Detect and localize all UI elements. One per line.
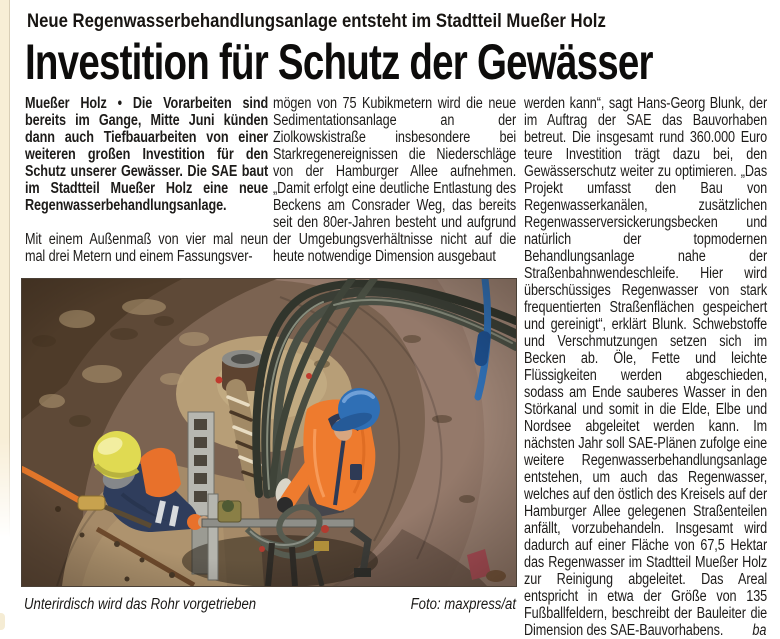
lead-paragraph: Mueßer Holz • Die Vorarbeiten sind bereits im Gange, Mitte Juni künden dann auch Tiefbauarbeiten von einer weiteren großen Investition für den Schutz unserer Gewässer. Die SAE baut im Stadtteil Mueßer Holz eine neue Regenwasserbehandlungsanlage.	[25, 95, 269, 214]
body-paragraph: Mit einem Außenmaß von vier mal neun mal drei Metern und einem Fassungsver-	[25, 231, 269, 265]
body-paragraph: mögen von 75 Kubikmetern wird die neue Sedimentationsanlage an der Ziolkowskistraße insbesondere bei Starkregenereignissen die Niederschläge von der Hamburger Allee aufnehmen. „Damit erfolgt eine deutliche Entlastung des Beckens am Consrader Weg, das bereits seit den 80er-Jahren besteht und aufgrund der Umgebungsverhältnisse nicht auf die heute notwendige Dimension ausgebaut	[273, 95, 517, 265]
article-column-1	[25, 95, 268, 265]
article-column-2	[273, 95, 516, 265]
body-paragraph	[524, 95, 767, 639]
shaft-photo-illustration	[22, 279, 516, 586]
article-column-3	[524, 95, 767, 639]
scan-paper-speck	[0, 613, 5, 630]
headline: Investition für Schutz der Gewässer	[25, 34, 653, 90]
photo-credit: Foto: maxpress/at	[410, 596, 516, 613]
body-text: werden kann“, sagt Hans-Georg Blunk, der im Auftrag der SAE das Bauvorhaben betreut. Die insgesamt rund 360.000 Euro teure Investition trägt dazu bei, den Gewässerschutz weiter zu optimieren. „Das Projekt umfasst den Bau von Regenwasserkanälen, zusätzlichen Regenwasserversickerungsbecken und natürlich der topmodernen Behandlungsanlage nahe der Straßenbahnwendeschleife. Hier wird überschüssiges Regenwasser von stark frequentierten Straßenflächen gespeichert und gereinigt“, erklärt Blunk. Schwebstoffe und Verschmutzungen setzen sich im Becken ab. Öle, Fette und leichte Flüssigkeiten werden abgeschieden, sodass am Ende sauberes Wasser in den Störkanal und somit in die Elde, Elbe und Nordsee abgeleitet werden kann. Im nächsten Jahr soll SAE-Plänen zufolge eine weitere Regenwasserbehandlungsanlage entstehen, um auch das Regenwasser, welches auf den östlich des Kreisels auf der Hamburger Allee gelegenen Straßenteilen anfällt, vorzubehandeln. Insgesamt wird dadurch auf einer Fläche von 67,5 Hektar das Regenwasser im Stadtteil Mueßer Holz zur Reinigung abgeleitet. Das Areal entspricht in etwa der Größe von 135 Fußballfeldern, beschreibt der Bauleiter die Dimension des SAE-Bauvorhabens.	[524, 95, 768, 639]
photo-caption: Unterirdisch wird das Rohr vorgetrieben	[24, 596, 257, 613]
scan-paper-edge	[0, 0, 11, 560]
photo-caption-row	[24, 596, 516, 614]
kicker: Neue Regenwasserbehandlungsanlage entsteht im Stadtteil Mueßer Holz	[27, 11, 606, 32]
author-initials: ba	[752, 622, 767, 639]
article-photo	[22, 279, 516, 586]
